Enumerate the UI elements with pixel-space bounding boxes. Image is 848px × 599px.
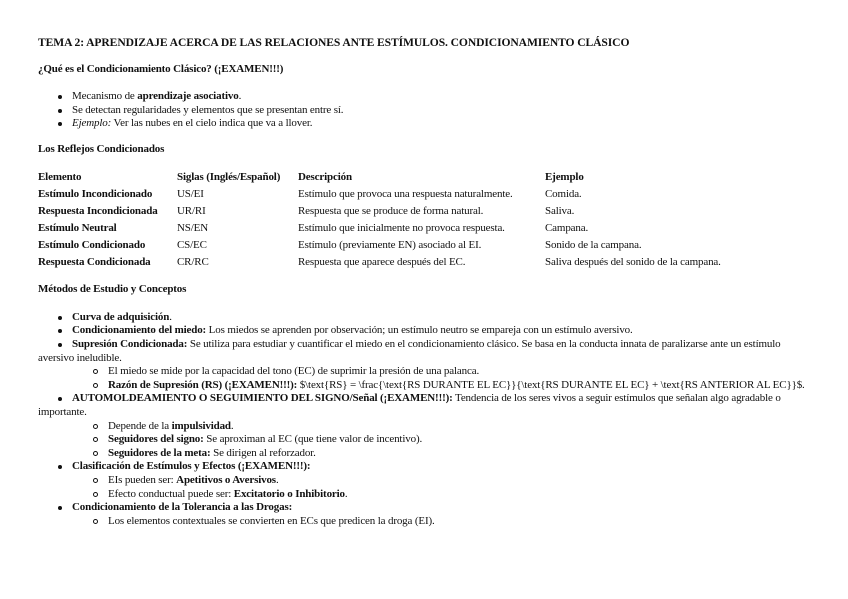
methods-list: [38, 311, 818, 529]
table-row: [38, 220, 722, 237]
section-heading-condicionamiento: ¿Qué es el Condicionamiento Clásico? (¡EXAMEN!!!): [38, 63, 284, 75]
sub-list-item: Razón de Supresión (RS) (¡EXAMEN!!!): $\text{RS} = \frac{\text{RS DURANTE EL EC}}{\text{RS DURANTE EL EC} + \text{RS ANTERIOR AL EC}}$.: [72, 379, 818, 393]
sub-list: [72, 474, 818, 501]
document-title: TEMA 2: APRENDIZAJE ACERCA DE LAS RELACIONES ANTE ESTÍMULOS. CONDICIONAMIENTO CLÁSICO: [38, 36, 630, 49]
table-header-row: [38, 169, 722, 186]
column-header: Siglas (Inglés/Español): [177, 170, 281, 183]
sub-list: [72, 365, 818, 392]
definition-list: [38, 90, 818, 131]
table-cell: Respuesta Incondicionada: [38, 204, 158, 217]
table-cell: Comida.: [545, 187, 582, 200]
table-cell: Sonido de la campana.: [545, 238, 642, 251]
column-header: Elemento: [38, 170, 82, 183]
table-cell: Campana.: [545, 221, 589, 234]
list-item: Clasificación de Estímulos y Efectos (¡EXAMEN!!!): EIs pueden ser: Apetitivos o Aversivos. Efecto conductual puede ser: Excitatorio o Inhibitorio.: [38, 460, 818, 501]
sub-list-item: Seguidores del signo: Se aproximan al EC (que tiene valor de incentivo).: [72, 433, 818, 447]
sub-list-item: Los elementos contextuales se convierten en ECs que predicen la droga (EI).: [72, 515, 818, 529]
table-cell: Respuesta Condicionada: [38, 255, 151, 268]
table-row: [38, 254, 722, 271]
column-header: Descripción: [298, 170, 352, 183]
table-cell: Saliva después del sonido de la campana.: [545, 255, 721, 268]
column-header: Ejemplo: [545, 170, 584, 183]
document-page: [38, 36, 818, 528]
table-cell: UR/RI: [177, 204, 206, 217]
table-cell: NS/EN: [177, 221, 209, 234]
list-item: AUTOMOLDEAMIENTO O SEGUIMIENTO DEL SIGNO/Señal (¡EXAMEN!!!): Tendencia de los seres vivos a seguir estímulos que señalan algo agradable o importante. Depende de la impulsividad. Seguidores del signo: Se aproximan al EC (que tiene valor de incentivo). Seguidores de la meta: Se dirigen al reforzador.: [38, 392, 818, 460]
sub-list-item: Efecto conductual puede ser: Excitatorio o Inhibitorio.: [72, 488, 818, 502]
table-cell: CS/EC: [177, 238, 207, 251]
sub-list-item: Depende de la impulsividad.: [72, 420, 818, 434]
section-heading-reflejos: Los Reflejos Condicionados: [38, 142, 165, 155]
table-cell: Estímulo que inicialmente no provoca respuesta.: [298, 221, 505, 234]
table-cell: US/EI: [177, 187, 204, 200]
table-cell: Estímulo Neutral: [38, 221, 117, 234]
section-heading-metodos: Métodos de Estudio y Conceptos: [38, 282, 187, 295]
sub-list-item: El miedo se mide por la capacidad del tono (EC) de suprimir la presión de una palanca.: [72, 365, 818, 379]
list-item: Condicionamiento de la Tolerancia a las Drogas: Los elementos contextuales se convierten en ECs que predicen la droga (EI).: [38, 501, 818, 528]
table-cell: Estímulo que provoca una respuesta naturalmente.: [298, 187, 513, 200]
list-item: Ejemplo: Ver las nubes en el cielo indica que va a llover.: [38, 117, 818, 131]
table-row: [38, 203, 722, 220]
table-cell: Saliva.: [545, 204, 575, 217]
table-row: [38, 237, 722, 254]
sub-list: [72, 420, 818, 461]
table-cell: CR/RC: [177, 255, 209, 268]
sub-list: [72, 515, 818, 529]
reflexes-table: [38, 169, 722, 271]
table-cell: Estímulo (previamente EN) asociado al EI.: [298, 238, 482, 251]
table-cell: Respuesta que aparece después del EC.: [298, 255, 466, 268]
table-cell: Respuesta que se produce de forma natural.: [298, 204, 484, 217]
list-item: Condicionamiento del miedo: Los miedos se aprenden por observación; un estímulo neutro se empareja con un estímulo aversivo.: [38, 324, 818, 338]
sub-list-item: EIs pueden ser: Apetitivos o Aversivos.: [72, 474, 818, 488]
list-item: Supresión Condicionada: Se utiliza para estudiar y cuantificar el miedo en el condicionamiento clásico. Se basa en la conducta innata de paralizarse ante un estímulo aversivo ineludible. El miedo se mide por la capacidad del tono (EC) de suprimir la presión de una palanca. Razón de Supresión (RS) (¡EXAMEN!!!): $\text{RS} = \frac{\text{RS DURANTE EL EC}}{\text{RS DURANTE EL EC} + \text{RS ANTERIOR AL EC}}$.: [38, 338, 818, 392]
sub-list-item: Seguidores de la meta: Se dirigen al reforzador.: [72, 447, 818, 461]
list-item: Mecanismo de aprendizaje asociativo.: [38, 90, 818, 104]
table-cell: Estímulo Condicionado: [38, 238, 146, 251]
list-item: Se detectan regularidades y elementos que se presentan entre sí.: [38, 104, 818, 118]
list-item: Curva de adquisición.: [38, 311, 818, 325]
table-cell: Estímulo Incondicionado: [38, 187, 153, 200]
table-row: [38, 186, 722, 203]
